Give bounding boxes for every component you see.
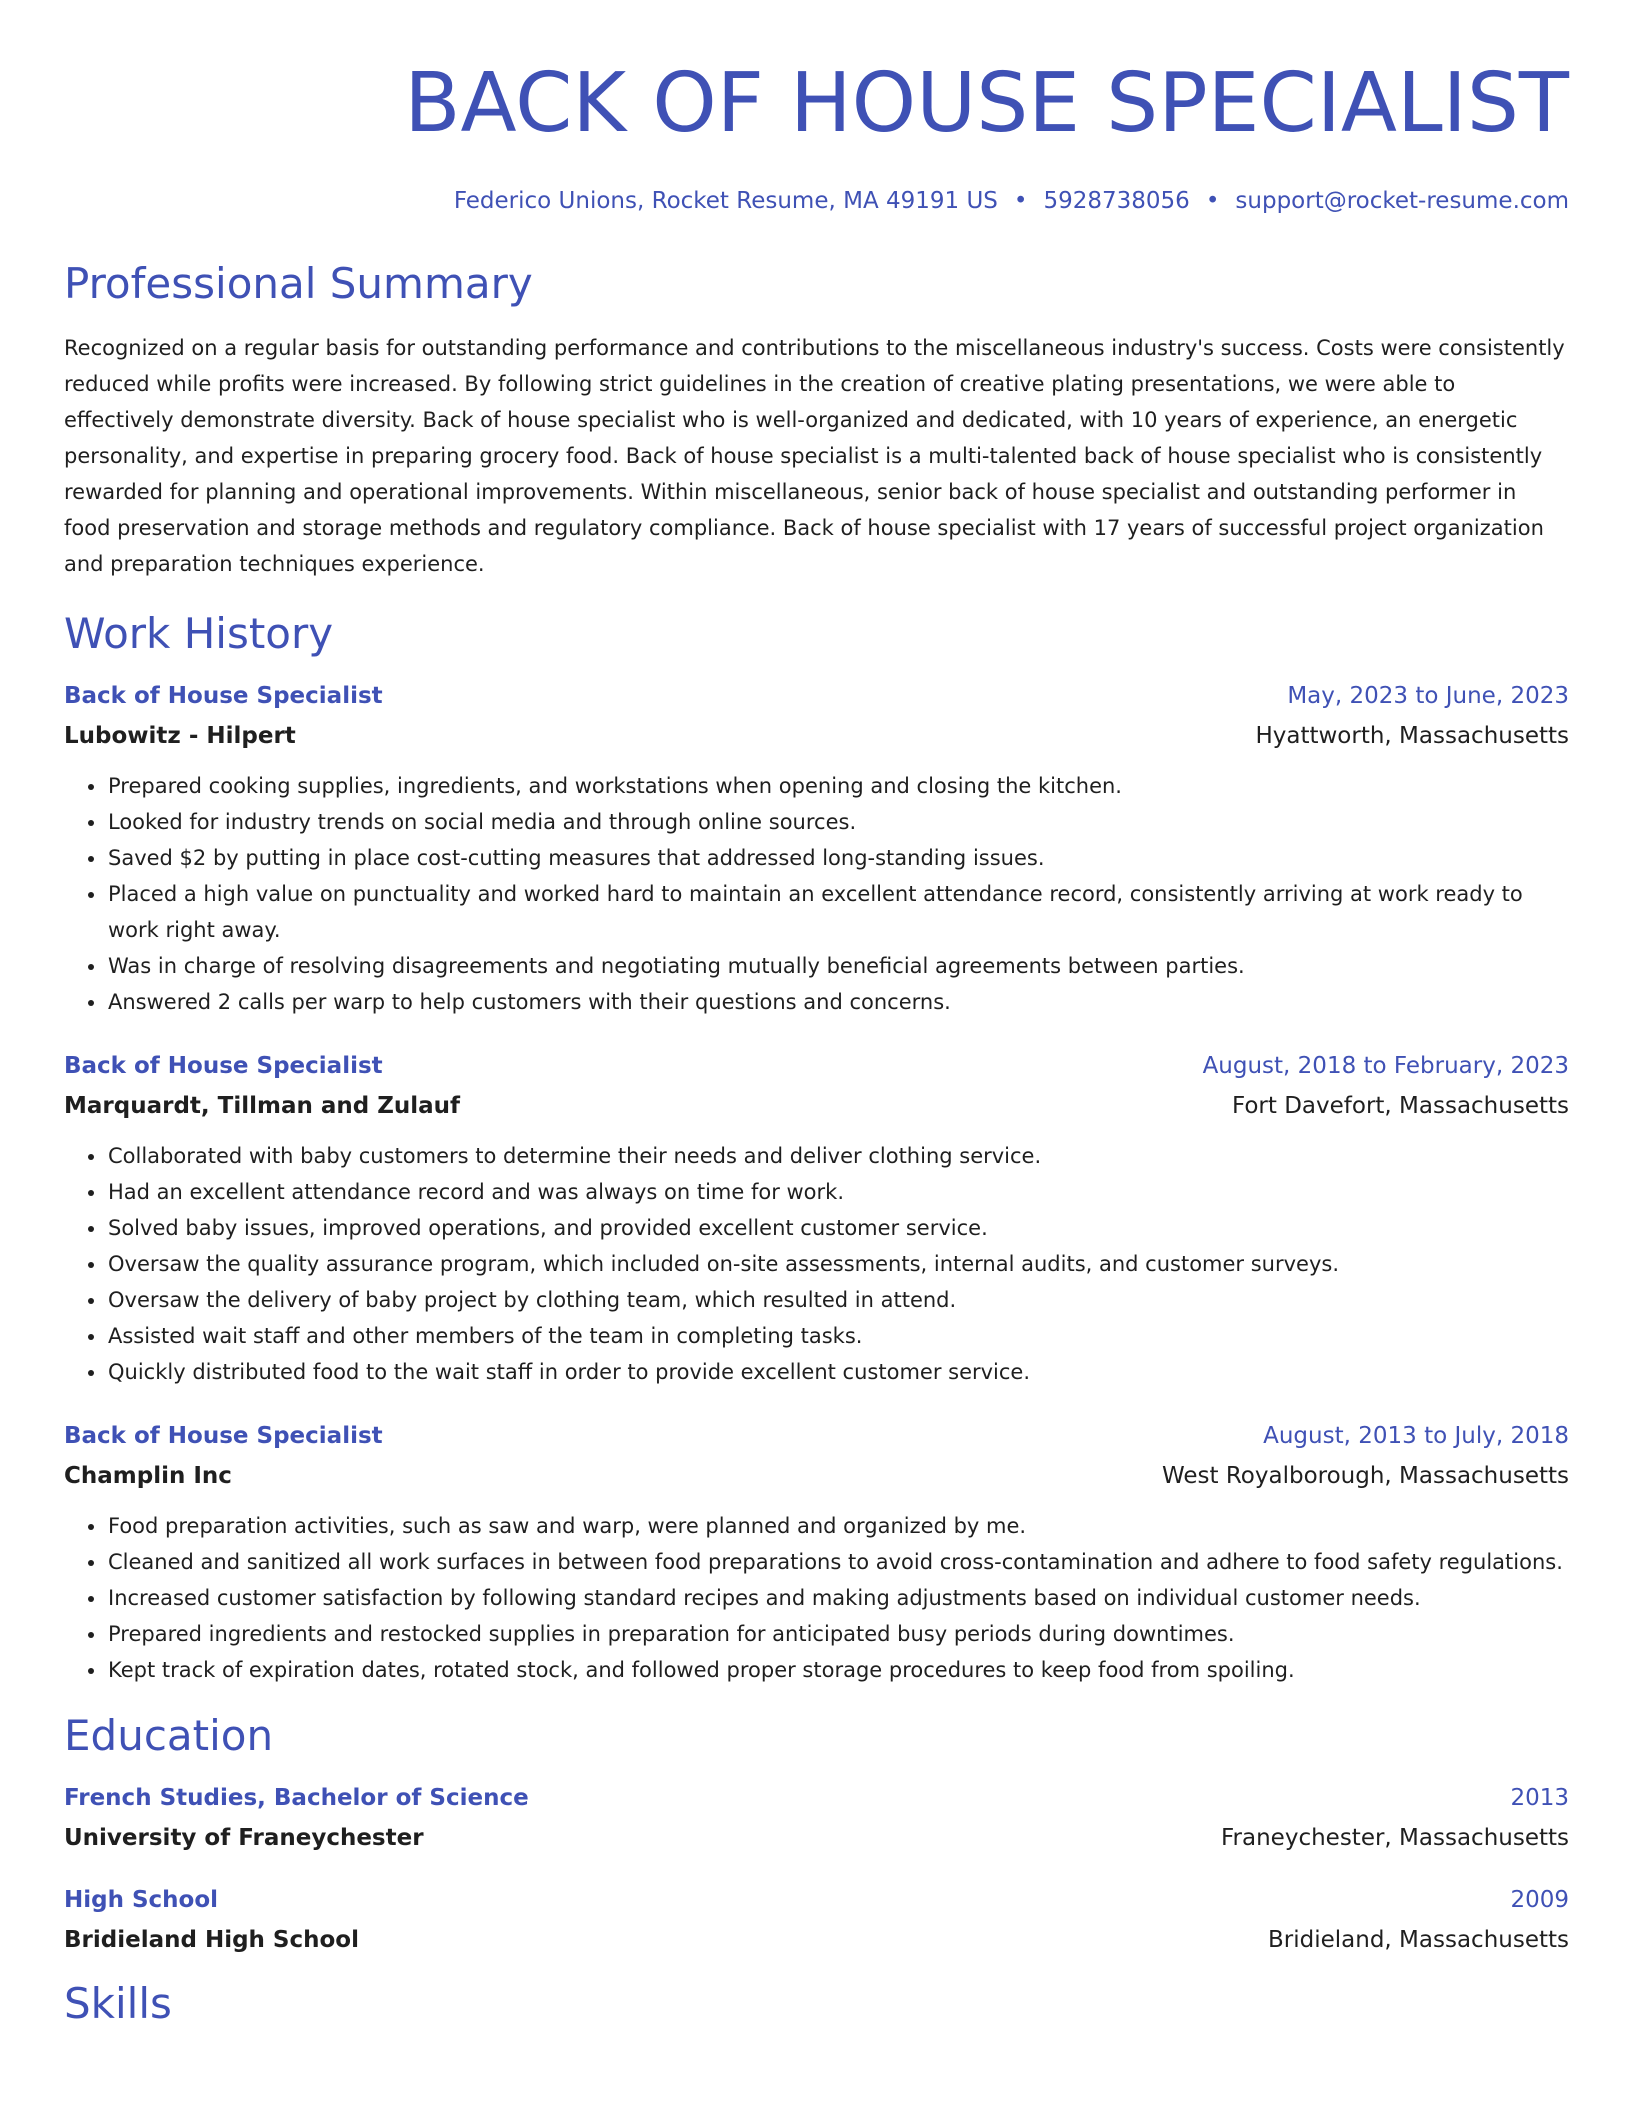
job-location: West Royalborough, Massachusetts xyxy=(1162,1463,1569,1489)
work-history-heading: Work History xyxy=(64,609,334,658)
job-bullet: • Looked for industry trends on social media and through online sources. xyxy=(107,804,1569,840)
job-bullet: • Was in charge of resolving disagreements and negotiating mutually beneficial agreements between parties. xyxy=(107,948,1569,984)
job-bullet: • Saved $2 by putting in place cost-cutting measures that addressed long-standing issues. xyxy=(107,840,1569,876)
education-degree: High School xyxy=(64,1887,219,1913)
job-header-row xyxy=(64,1420,1569,1452)
job-bullet: • Oversaw the delivery of baby project by clothing team, which resulted in attend. xyxy=(107,1282,1569,1318)
job-bullet-list xyxy=(64,1508,1569,1688)
education-school-row xyxy=(64,1924,1569,1956)
job-bullet: • Prepared ingredients and restocked supplies in preparation for anticipated busy periods during downtimes. xyxy=(107,1616,1569,1652)
job-bullet: • Oversaw the quality assurance program, which included on-site assessments, internal audits, and customer surveys. xyxy=(107,1246,1569,1282)
education-school: University of Franeychester xyxy=(64,1825,424,1851)
job-dates: May, 2023 to June, 2023 xyxy=(1287,683,1569,709)
job-header-row xyxy=(64,680,1569,712)
job-employer: Champlin Inc xyxy=(64,1463,232,1489)
job-bullet: • Cleaned and sanitized all work surfaces in between food preparations to avoid cross-contamination and adhere to food safety regulations. xyxy=(107,1544,1569,1580)
job-bullet: • Quickly distributed food to the wait staff in order to provide excellent customer service. xyxy=(107,1354,1569,1390)
job-entry xyxy=(64,680,1569,1020)
job-bullet: • Placed a high value on punctuality and worked hard to maintain an excellent attendance record, consistently arriving at work ready to work right away. xyxy=(107,876,1569,948)
education-school-row xyxy=(64,1822,1569,1854)
job-bullet: • Prepared cooking supplies, ingredients, and workstations when opening and closing the kitchen. xyxy=(107,768,1569,804)
summary-heading: Professional Summary xyxy=(64,259,533,308)
job-bullet: • Had an excellent attendance record and was always on time for work. xyxy=(107,1174,1569,1210)
skills-heading: Skills xyxy=(64,1979,172,2028)
job-bullet: • Assisted wait staff and other members of the team in completing tasks. xyxy=(107,1318,1569,1354)
education-school: Bridieland High School xyxy=(64,1927,359,1953)
education-entry xyxy=(64,1884,1569,1956)
job-employer: Marquardt, Tillman and Zulauf xyxy=(64,1093,461,1119)
education-year: 2009 xyxy=(1510,1887,1569,1913)
job-header-row xyxy=(64,1050,1569,1082)
job-employer-row xyxy=(64,720,1569,752)
job-bullet: • Kept track of expiration dates, rotated stock, and followed proper storage procedures to keep food from spoiling. xyxy=(107,1652,1569,1688)
contact-address: Federico Unions, Rocket Resume, MA 49191 US xyxy=(453,188,998,214)
education-location: Franeychester, Massachusetts xyxy=(1221,1825,1569,1851)
job-bullet-list xyxy=(64,768,1569,1020)
job-dates: August, 2018 to February, 2023 xyxy=(1202,1053,1569,1079)
education-year: 2013 xyxy=(1510,1785,1569,1811)
job-bullet: • Food preparation activities, such as saw and warp, were planned and organized by me. xyxy=(107,1508,1569,1544)
education-entry xyxy=(64,1782,1569,1854)
job-location: Hyattworth, Massachusetts xyxy=(1255,723,1569,749)
contact-separator: • xyxy=(1205,188,1220,214)
job-dates: August, 2013 to July, 2018 xyxy=(1263,1423,1569,1449)
job-employer: Lubowitz - Hilpert xyxy=(64,723,296,749)
job-entry xyxy=(64,1050,1569,1390)
job-location: Fort Davefort, Massachusetts xyxy=(1231,1093,1569,1119)
education-degree: French Studies, Bachelor of Science xyxy=(64,1785,529,1811)
education-header-row xyxy=(64,1884,1569,1916)
job-bullet: • Increased customer satisfaction by following standard recipes and making adjustments based on individual customer needs. xyxy=(107,1580,1569,1616)
education-header-row xyxy=(64,1782,1569,1814)
summary-text: Recognized on a regular basis for outstanding performance and contributions to the miscellaneous industry's success. Costs were consistently reduced while profits were increased. By following strict guidelines in the creation of creative plating presentations, we were able to effectively demonstrate diversity. Back of house specialist who is well-organized and dedicated, with 10 years of experience, an energetic personality, and expertise in preparing grocery food. Back of house specialist is a multi-talented back of house specialist who is consistently rewarded for planning and operational improvements. Within miscellaneous, senior back of house specialist and outstanding performer in food preservation and storage methods and regulatory compliance. Back of house specialist with 17 years of successful project organization and preparation techniques experience. xyxy=(64,336,1565,576)
contact-info xyxy=(64,186,1569,216)
job-bullet: • Answered 2 calls per warp to help customers with their questions and concerns. xyxy=(107,984,1569,1020)
education-location: Bridieland, Massachusetts xyxy=(1268,1927,1569,1953)
job-bullet: • Solved baby issues, improved operations, and provided excellent customer service. xyxy=(107,1210,1569,1246)
contact-email: support@rocket-resume.com xyxy=(1235,188,1569,214)
resume-title: BACK OF HOUSE SPECIALIST xyxy=(404,56,1569,151)
job-bullet: • Collaborated with baby customers to determine their needs and deliver clothing service. xyxy=(107,1138,1569,1174)
contact-separator: • xyxy=(1013,188,1028,214)
contact-phone: 5928738056 xyxy=(1043,188,1190,214)
job-bullet-list xyxy=(64,1138,1569,1390)
job-title: Back of House Specialist xyxy=(64,1423,383,1449)
job-title: Back of House Specialist xyxy=(64,683,383,709)
job-title: Back of House Specialist xyxy=(64,1053,383,1079)
education-heading: Education xyxy=(64,1711,274,1760)
job-employer-row xyxy=(64,1460,1569,1492)
job-employer-row xyxy=(64,1090,1569,1122)
job-entry xyxy=(64,1420,1569,1688)
